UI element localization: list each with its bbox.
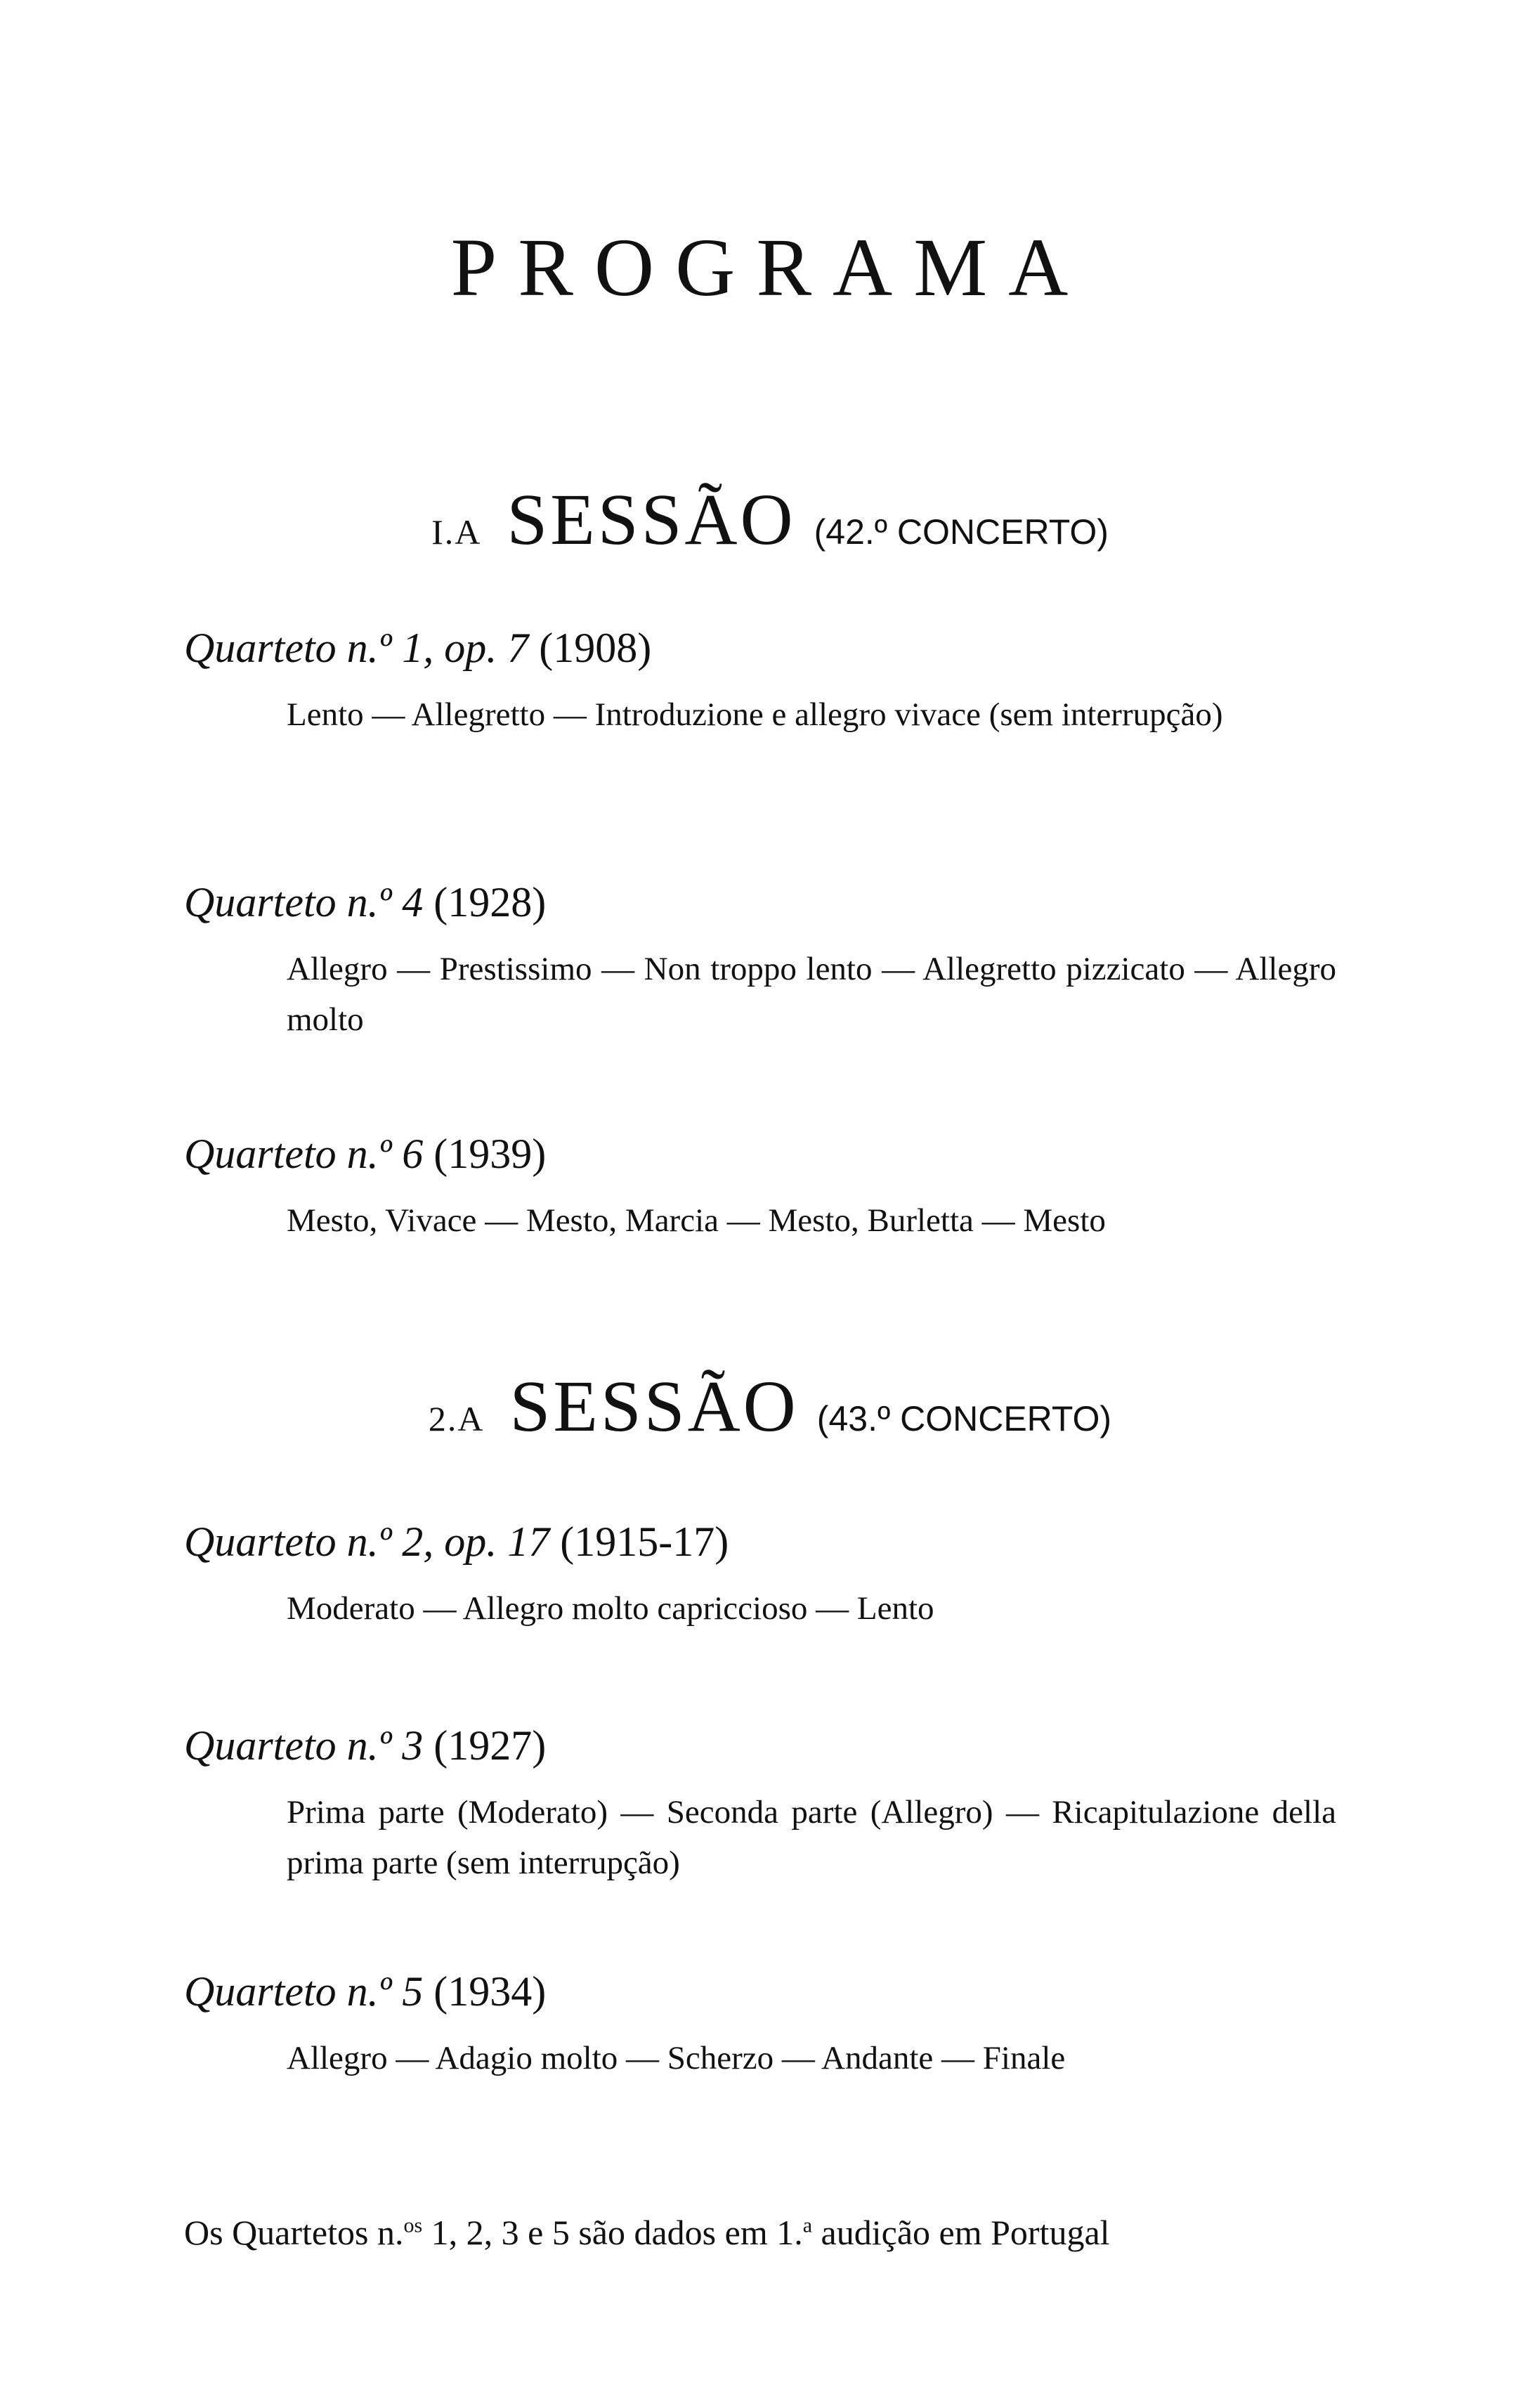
work-name: Quarteto n.º 3 xyxy=(184,1722,424,1769)
session-1-heading xyxy=(0,479,1540,560)
session-2-word: SESSÃO xyxy=(509,1366,799,1447)
work-year: (1934) xyxy=(433,1968,547,2015)
note-part: Os Quartetos n. xyxy=(184,2213,404,2252)
work-name: Quarteto n.º 2, op. 17 xyxy=(184,1519,550,1565)
work-year: (1928) xyxy=(433,879,547,925)
work-name: Quarteto n.º 6 xyxy=(184,1131,424,1177)
work-year: (1908) xyxy=(539,625,652,671)
work-name: Quarteto n.º 1, op. 7 xyxy=(184,625,529,671)
work-title xyxy=(184,878,1336,927)
work-title xyxy=(184,1130,1336,1178)
session-1-concert: (42.º CONCERTO) xyxy=(814,512,1109,552)
work-title xyxy=(184,1968,1336,2016)
work-year: (1939) xyxy=(433,1131,547,1177)
work-quartet-5 xyxy=(184,1968,1336,2083)
work-quartet-2 xyxy=(184,1518,1336,1634)
work-year: (1915-17) xyxy=(560,1519,729,1565)
work-name: Quarteto n.º 4 xyxy=(184,879,424,925)
session-1-word: SESSÃO xyxy=(507,479,796,560)
work-year: (1927) xyxy=(433,1722,547,1769)
note-superscript: os xyxy=(403,2213,423,2237)
work-movements: Lento — Allegretto — Introduzione e allegro vivace (sem interrupção) xyxy=(287,696,1223,733)
session-2-concert: (43.º CONCERTO) xyxy=(816,1399,1112,1438)
work-title xyxy=(184,1722,1336,1770)
work-quartet-1 xyxy=(184,624,1336,740)
premiere-note xyxy=(184,2212,1336,2253)
work-quartet-6 xyxy=(184,1130,1336,1246)
work-title xyxy=(184,624,1336,672)
work-quartet-3 xyxy=(184,1722,1336,1888)
work-movements: Allegro — Prestissimo — Non troppo lento — Allegretto pizzicato — Allegro molto xyxy=(287,951,1336,1038)
page-title: PROGRAMA xyxy=(450,221,1090,313)
session-2-heading xyxy=(0,1366,1540,1447)
session-2-ordinal: 2.A xyxy=(428,1399,485,1438)
work-movements: Allegro — Adagio molto — Scherzo — Andante — Finale xyxy=(287,2040,1066,2076)
note-superscript: a xyxy=(802,2213,813,2237)
work-movements: Mesto, Vivace — Mesto, Marcia — Mesto, Burletta — Mesto xyxy=(287,1202,1106,1239)
session-1-ordinal: I.A xyxy=(431,512,482,552)
work-movements: Moderato — Allegro molto capriccioso — Lento xyxy=(287,1590,934,1627)
note-part: 1, 2, 3 e 5 são dados em 1. xyxy=(422,2213,803,2252)
work-movements: Prima parte (Moderato) — Seconda parte (Allegro) — Ricapitulazione della prima parte (sem interrupção) xyxy=(287,1794,1336,1881)
work-title xyxy=(184,1518,1336,1566)
work-name: Quarteto n.º 5 xyxy=(184,1968,424,2015)
note-part: audição em Portugal xyxy=(812,2213,1110,2252)
work-quartet-4 xyxy=(184,878,1336,1045)
